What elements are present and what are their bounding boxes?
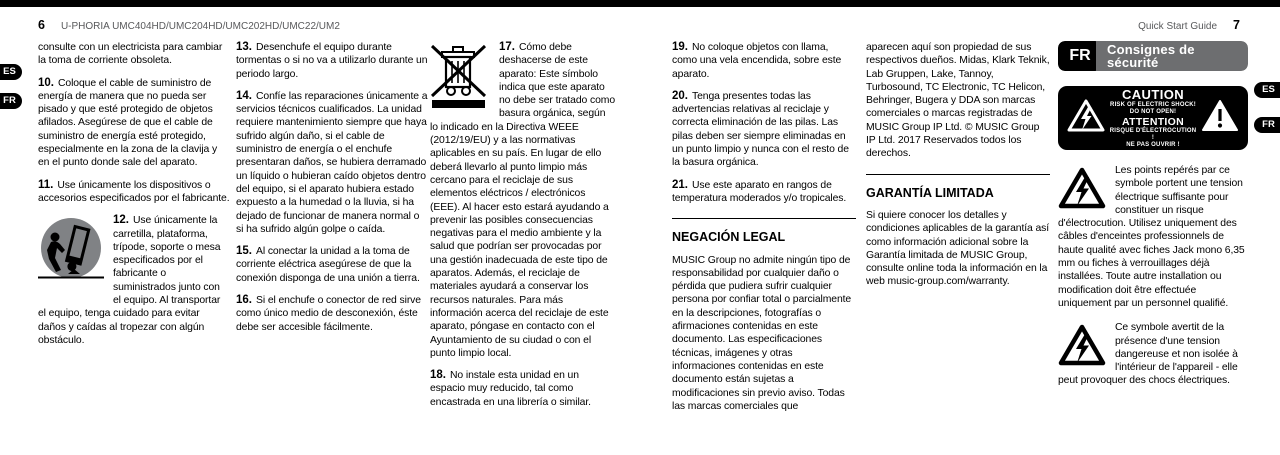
left-edge-tab-es: ES [0,64,22,80]
item-19 [672,41,856,81]
item-19-text: No coloque objetos con llama, como una vela encendida, sobre este aparato. [672,42,842,80]
hand-truck-warning-icon [38,216,104,292]
page6-column-3 [430,41,616,418]
item-15-text: Al conectar la unidad a la toma de corriente eléctrica asegúrese de que la conexión disponga de una unión a tierra. [236,246,420,284]
right-page-number: 7 [1233,18,1240,32]
item-13 [236,41,428,81]
page6-column-2 [236,41,428,343]
item-17-number: 17. [499,41,515,53]
section-divider [866,174,1050,175]
caution-line-5: RISQUE D'ÉLECTROCUTION ! [1109,128,1197,141]
item-14-text: Confíe las reparaciones únicamente a servicios técnicos cualificados. La unidad requiere mantenimiento siempre que haya sufrido algún daño, si el cable de suministro de energía o el enchufe presentaran daños, se hubiera derramado un líquido o hubieran caído objetos dentro del equipo, si el aparato hubiera estado expuesto a la humedad o la lluvia, si ha dejado de funcionar de manera normal o si ha sufrido algún golpe o caída. [236,90,428,235]
item-17-text: Cómo debe deshacerse de este aparato: Este símbolo indica que este aparato no debe ser tratado como basura orgánica, según lo indicado en la Directiva WEEE (2012/19/EU) y a las normativas aplicables en su país. En lugar de ello deberá llevarlo al punto limpio más cercano para el reciclaje de sus elementos eléctricos / electrónicos (EEE). Al hacer esto estará ayudando a prevenir las posibles consecuencias negativas para el medio ambiente y la salud que podrían ser provocadas por una gestión inadecuada de este tipo de aparatos. Además, el reciclaje de materiales ayudará a conservar los recursos naturales. Para más información acerca del reciclaje de este aparato, póngase en contacto con el Ayuntamiento de su ciudad o con el punto limpio local. [430,42,616,359]
fr-banner-title: Consignes de sécurité [1096,41,1248,71]
item-11-number: 11. [38,178,54,191]
item-15-number: 15. [236,245,252,258]
item-21-text: Use este aparato en rangos de temperatura moderados y/o tropicales. [672,179,847,204]
item-16 [236,294,428,334]
item-18 [430,369,616,409]
fr-language-tag: FR [1058,41,1102,71]
caution-line-2: RISK OF ELECTRIC SHOCK! [1110,102,1196,109]
item-10-text: Coloque el cable de suministro de energía de manera que no pueda ser pisado y que esté protegido de objetos afilados. Asegúrese de que el cable de suministro de energía esté protegido, especialmente en la zona de la clavija y en el punto donde sale del aparato. [38,77,218,169]
right-page-title: Quick Start Guide [1138,21,1218,32]
item-21-number: 21. [672,178,688,191]
caution-line-6: NE PAS OUVRIR ! [1126,141,1180,148]
legal-disclaimer-heading: NEGACIÓN LEGAL [672,230,786,245]
right-edge-tab-es: ES [1254,82,1280,98]
left-edge-tab-fr: FR [0,93,22,109]
page7-column-2 [866,41,1050,298]
fr-paragraph-1-text: Les points repérés par ce symbole portent une tension électrique suffisante pour constituer un risque d'électrocution. Utilisez uniquement des câbles d'enceintes professionnels de haute qualité avec fiches Jack mono 6,35 mm ou fiches à verrouillages déjà installées. Toute autre installation ou modification doit être effectuée uniquement par un personnel qualifié. [1058,165,1245,309]
paragraph-intro: consulte con un electricista para cambiar la toma de corriente obsoleta. [38,42,223,67]
fr-section-banner [1058,41,1248,71]
fr-paragraph-1 [1058,164,1248,310]
legal-disclaimer-continued: aparecen aquí son propiedad de sus respectivos dueños. Midas, Klark Teknik, Lab Gruppen, Lake, Tannoy, Turbosound, TC Electronic, TC Helicon, Behringer, Bugera y DDA son marcas comerciales o marcas registradas de MUSIC Group IP Ltd. © MUSIC Group IP Ltd. 2017 Reservados todos los derechos. [866,42,1050,160]
caution-line-3: DO NOT OPEN! [1129,108,1177,115]
fr-paragraph-2-text: Ce symbole avertit de la présence d'une tension dangereuse et non isolée à l'intérieur de l'appareil - elle peut provoquer des chocs électriques. [1058,322,1238,387]
lightning-triangle-icon [1067,98,1105,138]
item-10-number: 10. [38,76,54,89]
caution-warning-box [1058,86,1248,150]
item-14-number: 14. [236,89,252,102]
item-17 [430,41,616,360]
item-12-text: Use únicamente la carretilla, plataforma, trípode, soporte o mesa especificados por el fabricante o suministrados junto con el equipo. Al transportar el equipo, tenga cuidado para evitar daños y caídas al tropezar con algún obstáculo. [38,215,221,346]
item-12-number: 12. [113,214,129,227]
item-21 [672,179,856,206]
right-page-header [1138,18,1240,32]
lightning-triangle-icon [1058,166,1106,214]
weee-crossed-bin-icon [430,43,490,113]
page7-column-1 [672,41,856,422]
item-16-text: Si el enchufe o conector de red sirve como único medio de desconexión, éste debe ser accesible fácilmente. [236,295,421,333]
item-20 [672,90,856,170]
item-20-text: Tenga presentes todas las advertencias relativas al reciclaje y correcta eliminación de las pilas. Las pilas deben ser siempre eliminadas en un punto limpio y nunca con el resto de la basura orgánica. [672,90,849,169]
item-13-number: 13. [236,41,252,53]
item-15 [236,245,428,285]
top-black-bar [0,0,1280,7]
section-divider [672,218,856,219]
item-12 [38,214,230,347]
item-11-text: Use únicamente los dispositivos o accesorios especificados por el fabricante. [38,179,230,204]
exclamation-triangle-icon [1201,98,1239,138]
item-20-number: 20. [672,89,688,102]
caution-line-4: ATTENTION [1122,115,1184,128]
item-16-number: 16. [236,294,252,307]
fr-paragraph-2 [1058,321,1248,387]
item-14 [236,90,428,236]
left-page-header [38,18,340,32]
page6-column-1 [38,41,230,347]
limited-warranty-text: Si quiere conocer los detalles y condiciones aplicables de la garantía así como información adicional sobre la Garantía limitada de MUSIC Group, consulte online toda la información en la web music-group.com/warranty. [866,209,1050,288]
item-18-number: 18. [430,369,446,382]
caution-line-1: CAUTION [1121,86,1185,102]
caution-text [1105,88,1201,149]
item-13-text: Desenchufe el equipo durante tormentas o si no va a utilizarlo durante un periodo largo. [236,42,428,80]
legal-disclaimer-text: MUSIC Group no admite ningún tipo de responsabilidad por cualquier daño o pérdida que pudiera sufrir cualquier persona por confiar total o parcialmente en la descripciones, fotografías o afirmaciones contenidas en este documento. Las especificaciones técnicas, imágenes y otras informaciones contenidas en este documento están sujetas a modificaciones sin previo aviso. Todas las marcas comerciales que [672,254,852,412]
item-10 [38,77,230,170]
left-page-title: U-PHORIA UMC404HD/UMC204HD/UMC202HD/UMC22/UM2 [60,21,340,32]
item-11 [38,179,230,206]
limited-warranty-heading: GARANTÍA LIMITADA [866,185,994,200]
left-page-number: 6 [38,18,45,32]
lightning-triangle-icon [1058,323,1106,371]
fr-safety-sidebar [1058,41,1248,399]
item-19-number: 19. [672,41,688,53]
item-18-text: No instale esta unidad en un espacio muy reducido, tal como encastrada en una librería o similar. [430,370,591,408]
right-edge-tab-fr: FR [1254,117,1280,133]
